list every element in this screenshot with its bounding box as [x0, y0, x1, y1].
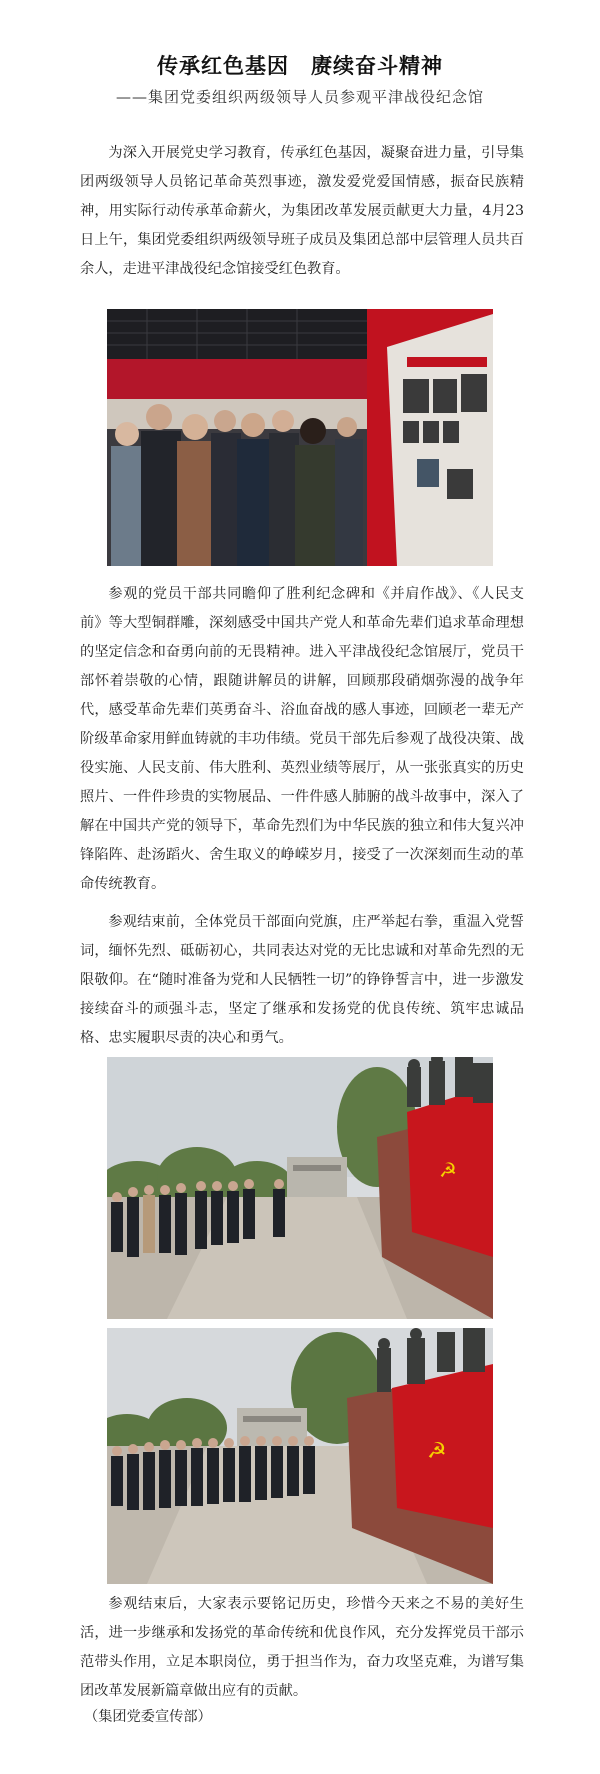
- photo-oath-ceremony-2: [107, 1328, 493, 1584]
- paragraph-intro: 为深入开展党史学习教育，传承红色基因，凝聚奋进力量，引导集团两级领导人员铭记革命英烈事迹，激发爱党爱国情感，振奋民族精神，用实际行动传承革命薪火，为集团改革发展贡献更大力量，4月23日上午，集团党委组织两级领导班子成员及集团总部中层管理人员共百余人，走进平津战役纪念馆接受红色教育。: [80, 145, 524, 277]
- article-signature: （集团党委宣传部）: [84, 1709, 212, 1725]
- svg-text:☭: ☭: [439, 1158, 457, 1182]
- article-title: 传承红色基因 赓续奋斗精神: [157, 53, 443, 78]
- paragraph-visit: 参观的党员干部共同瞻仰了胜利纪念碑和《并肩作战》、《人民支前》等大型铜群雕，深刻感受中国共产党人和革命先辈们追求革命理想的坚定信念和奋勇向前的无畏精神。进入平津战役纪念馆展厅，党员干部怀着崇敬的心情，跟随讲解员的讲解，回顾那段硝烟弥漫的战争年代，感受革命先辈们英勇奋斗、浴血奋战的感人事迹，回顾老一辈无产阶级革命家用鲜血铸就的丰功伟绩。党员干部先后参观了战役决策、战役实施、人民支前、伟大胜利、英烈业绩等展厅，从一张张真实的历史照片、一件件珍贵的实物展品、一件件感人肺腑的战斗故事中，深入了解在中国共产党的领导下，革命先烈们为中华民族的独立和伟大复兴冲锋陷阵、赴汤蹈火、舍生取义的峥嵘岁月，接受了一次深刻而生动的革命传统教育。: [80, 586, 524, 892]
- paragraph-conclusion: 参观结束后，大家表示要铭记历史，珍惜今天来之不易的美好生活，进一步继承和发扬党的革命传统和优良作风，充分发挥党员干部示范带头作用，立足本职岗位，勇于担当作为，奋力攻坚克难，为谱写集团改革发展新篇章做出应有的贡献。: [80, 1596, 524, 1699]
- photo-oath-ceremony-1: [107, 1057, 493, 1319]
- paragraph-oath: 参观结束前，全体党员干部面向党旗，庄严举起右拳，重温入党誓词，缅怀先烈、砥砺初心，共同表达对党的无比忠诚和对革命先烈的无限敬仰。在“随时准备为党和人民牺牲一切”的铮铮誓言中，进一步激发接续奋斗的顽强斗志，坚定了继承和发扬党的优良传统、筑牢忠诚品格、忠实履职尽责的决心和勇气。: [80, 914, 524, 1046]
- svg-text:☭: ☭: [427, 1439, 447, 1464]
- photo-exhibition-hall: [107, 309, 493, 566]
- article-subtitle: ——集团党委组织两级领导人员参观平津战役纪念馆: [115, 88, 484, 106]
